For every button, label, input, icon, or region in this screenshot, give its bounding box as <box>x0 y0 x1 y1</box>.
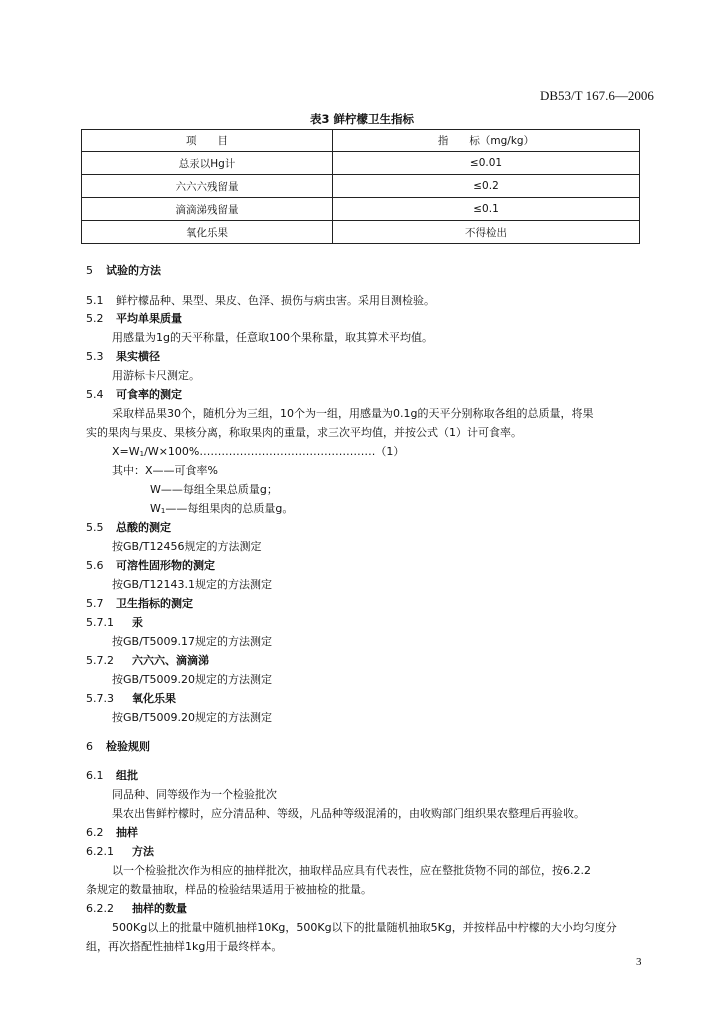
row-item: 滴滴涕残留量 <box>82 198 333 221</box>
section-5-4-text-1: 采取样品果30个，随机分为三组，10个为一组，用感量为0.1g的天平分别称取各组的总质量，将果 <box>112 407 594 420</box>
row-value: 不得检出 <box>333 221 640 244</box>
section-5-3-text: 用游标卡尺测定。 <box>112 369 200 382</box>
section-5-3-heading: 5.3 果实横径 <box>86 350 160 363</box>
section-6-2-1-text-2: 条规定的数量抽取，样品的检验结果适用于被抽检的批量。 <box>86 883 372 896</box>
col-item-header: 项 目 <box>82 130 333 152</box>
section-5-7-1-heading: 5.7.1 汞 <box>86 616 143 629</box>
table-row <box>82 175 640 198</box>
section-5-5-heading: 5.5 总酸的测定 <box>86 521 171 534</box>
section-6-2-heading: 6.2 抽样 <box>86 826 138 839</box>
formula-where-x: 其中：X——可食率% <box>112 464 218 477</box>
table-row <box>82 221 640 244</box>
section-6-2-1-heading: 6.2.1 方法 <box>86 845 154 858</box>
section-5-heading: 5 试验的方法 <box>86 264 161 277</box>
section-5-4-heading: 5.4 可食率的测定 <box>86 388 182 401</box>
section-6-1-heading: 6.1 组批 <box>86 769 138 782</box>
document-id: DB53/T 167.6—2006 <box>540 88 654 103</box>
row-value: ≤0.1 <box>333 198 640 221</box>
row-item: 总汞以Hg计 <box>82 152 333 175</box>
section-5-2-heading: 5.2 平均单果质量 <box>86 312 182 325</box>
section-5-7-2-heading: 5.7.2 六六六、滴滴涕 <box>86 654 209 667</box>
section-5-1: 5.1 鲜柠檬品种、果型、果皮、色泽、损伤与病虫害。采用目测检验。 <box>86 294 435 307</box>
row-value: ≤0.2 <box>333 175 640 198</box>
section-6-1-text-1: 同品种、同等级作为一个检验批次 <box>112 788 277 801</box>
section-5-7-2-text: 按GB/T5009.20规定的方法测定 <box>112 673 272 686</box>
hygiene-index-table <box>81 129 640 244</box>
section-6-heading: 6 检验规则 <box>86 740 150 753</box>
page-number: 3 <box>636 956 642 968</box>
formula: X=W1/W×100%…………………………………………（1） <box>112 445 405 458</box>
section-5-7-1-text: 按GB/T5009.17规定的方法测定 <box>112 635 272 648</box>
section-5-2-text: 用感量为1g的天平称量，任意取100个果称量，取其算术平均值。 <box>112 331 433 344</box>
row-item: 六六六残留量 <box>82 175 333 198</box>
row-item: 氧化乐果 <box>82 221 333 244</box>
table-row <box>82 198 640 221</box>
table-row <box>82 152 640 175</box>
table-title: 表3 鲜柠檬卫生指标 <box>309 112 414 126</box>
section-5-7-heading: 5.7 卫生指标的测定 <box>86 597 193 610</box>
formula-where-w: W——每组全果总质量g； <box>150 483 278 496</box>
section-5-7-3-text: 按GB/T5009.20规定的方法测定 <box>112 711 272 724</box>
section-5-4-text-2: 实的果肉与果皮、果核分离，称取果肉的重量，求三次平均值，并按公式（1）计可食率。 <box>86 426 522 439</box>
table-header-row <box>82 130 640 152</box>
section-5-6-text: 按GB/T12143.1规定的方法测定 <box>112 578 272 591</box>
row-value: ≤0.01 <box>333 152 640 175</box>
section-6-2-2-text-2: 组，再次搭配性抽样1kg用于最终样本。 <box>86 940 283 953</box>
section-5-6-heading: 5.6 可溶性固形物的测定 <box>86 559 215 572</box>
section-6-2-2-heading: 6.2.2 抽样的数量 <box>86 902 187 915</box>
col-index-header: 指 标（mg/kg） <box>333 130 640 152</box>
section-6-2-1-text-1: 以一个检验批次作为相应的抽样批次，抽取样品应具有代表性，应在整批货物不同的部位，按6.2.2 <box>112 864 591 877</box>
formula-where-w1: W1——每组果肉的总质量g。 <box>150 502 294 515</box>
section-6-2-2-text-1: 500Kg以上的批量中随机抽样10Kg，500Kg以下的批量随机抽取5Kg，并按样品中柠檬的大小均匀度分 <box>112 921 617 934</box>
section-6-1-text-2: 果农出售鲜柠檬时，应分清品种、等级，凡品种等级混淆的，由收购部门组织果农整理后再验收。 <box>112 807 585 820</box>
section-5-7-3-heading: 5.7.3 氧化乐果 <box>86 692 176 705</box>
section-5-5-text: 按GB/T12456规定的方法测定 <box>112 540 262 553</box>
